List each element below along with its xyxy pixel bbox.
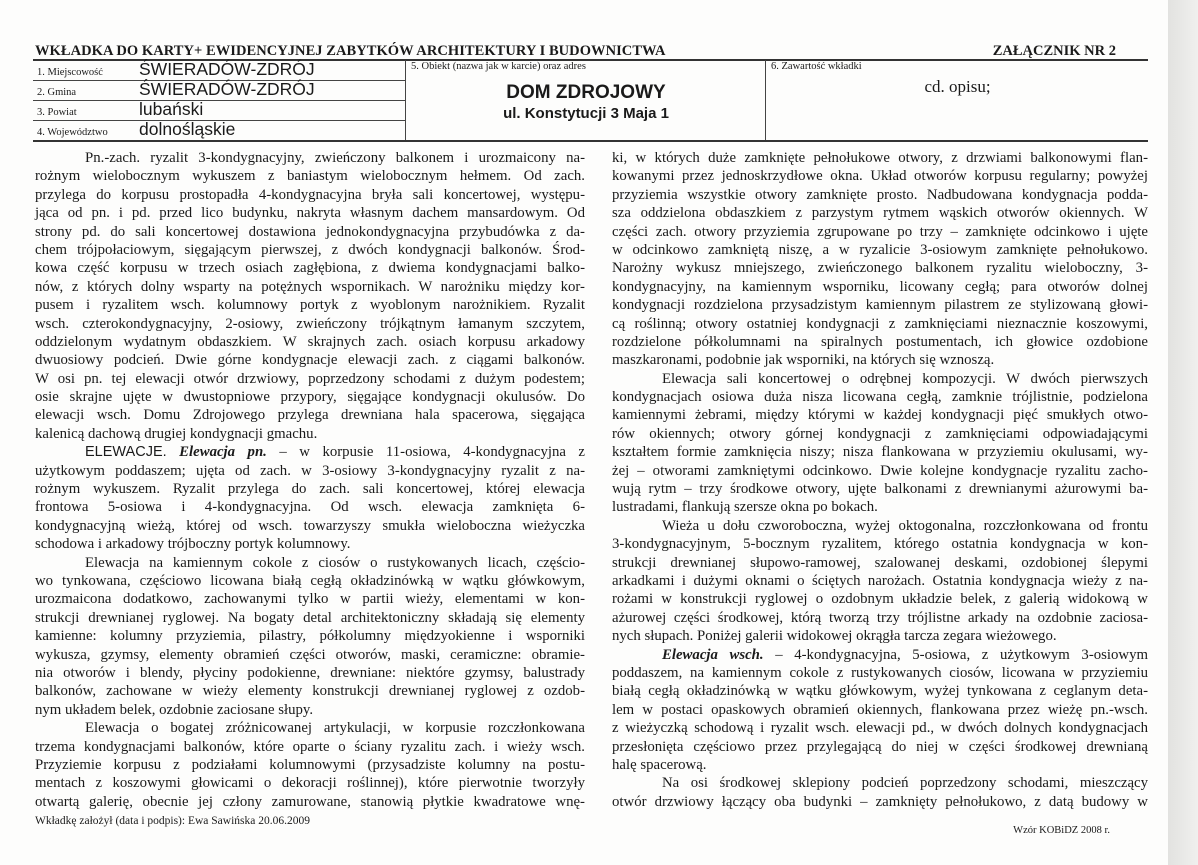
right-text-column (612, 149, 1148, 811)
line-text: Elewacja na kamiennym cokole z ciosów o rustykowanych licach, częścio- (85, 554, 585, 571)
text-line (612, 223, 1148, 241)
line-text: strukcji drewnianej słupowo-ramowej, szalowanej deskami, ozdobionej ślepymi (612, 554, 1148, 571)
line-text: lustradami, flankują szersze okna po bokach. (612, 499, 878, 516)
line-text: balkonów, zachowane w wieży elementy konstrukcji drewnianej ryglowej z ozdob- (35, 683, 585, 700)
paragraph (35, 443, 585, 553)
line-text: arkadkami i dużymi oknami o ściętych narożach. Ostatnia kondygnacja wieży z na- (612, 572, 1148, 589)
text-line (35, 167, 585, 185)
field-label: 3. Powiat (37, 107, 77, 118)
text-line (612, 793, 1148, 811)
line-text: kondygnacyjny, na kamiennym wsporniku, licowany cegłą; para otworów dolnej (612, 278, 1148, 295)
template-version: Wzór KOBiDZ 2008 r. (1013, 825, 1110, 836)
text-line (612, 425, 1148, 443)
line-text: schodowa i arkadowy trójboczny portyk kolumnowy. (35, 536, 351, 553)
contents-label: 6. Zawartość wkładki (771, 61, 862, 72)
line-text: Pn.-zach. ryzalit 3-kondygnacyjny, zwieńczony balkonem i urozmaicony na- (85, 150, 585, 166)
line-text: mentach z koszowymi głowicami o dekoracji roślinnej), które pierwotnie tworzyły (35, 775, 585, 792)
text-line (35, 627, 585, 645)
text-line (35, 756, 585, 774)
paragraph (35, 719, 585, 811)
text-line (35, 241, 585, 259)
line-text: chem trójpołaciowym, sięgającym pierwszej, z dwóch kondygnacji balkonów. Środ- (35, 241, 585, 258)
object-box (405, 60, 766, 140)
text-line (612, 701, 1148, 719)
text-line (35, 333, 585, 351)
text-line (612, 315, 1148, 333)
author-signature-line: Wkładkę założył (data i podpis): Ewa Sawińska 20.06.2009 (35, 815, 310, 827)
text-line (35, 609, 585, 627)
text-line (35, 719, 585, 737)
text-line (612, 627, 1148, 645)
text-line (35, 682, 585, 700)
text-line (612, 498, 1148, 516)
line-text: nia otworów i blendy, płyciny podokienne, drewniane: niektóre gzymsy, balustrady (35, 664, 585, 681)
text-line (35, 535, 585, 553)
scan-edge (1168, 0, 1198, 865)
text-line (612, 590, 1148, 608)
line-text: przylega do korpusu prostopadła 4-kondygnacyjna bryła sali koncertowej, występu- (35, 186, 585, 203)
text-line (612, 241, 1148, 259)
line-text: kondygnacji rozdzielona przysadzistym kamiennym pilastrem ze stylizowaną głowi- (612, 297, 1148, 314)
line-text: 3-kondygnacyjnym, 5-bocznym ryzalitem, którego ostatnia kondygnacja w kon- (612, 536, 1148, 553)
paragraph (612, 517, 1148, 646)
line-text: rów okiennych; otwory górnej kondygnacji z zamknięciami odpowiadającymi (612, 425, 1148, 442)
text-line (35, 462, 585, 480)
field-label: 2. Gmina (37, 87, 77, 98)
text-line (612, 296, 1148, 314)
text-line (35, 370, 585, 388)
line-text: jąca od pn. i pd. przed lico budynku, nakryta własnym dachem mansardowym. Od (35, 205, 585, 222)
text-line (612, 186, 1148, 204)
text-line (35, 315, 585, 333)
paragraph (612, 370, 1148, 517)
line-text: trzema kondygnacjami balkonów, które oparte o ściany ryzalitu zach. i wieży wsch. (35, 738, 585, 755)
text-line (35, 223, 585, 241)
line-text: urozmaicona dodatkowo, zachowanymi tylko w partii wieży, elementami w kon- (35, 591, 585, 608)
text-line (612, 370, 1148, 388)
subsection-heading: Elewacja pn. (179, 444, 267, 461)
text-line (35, 498, 585, 516)
text-line (35, 517, 585, 535)
object-name: DOM ZDROJOWY (506, 82, 666, 103)
line-text: otwór drzwiowy łączący oba budynki – zamknięty pełnołukowo, z datą budowy w (612, 793, 1148, 810)
line-text: lem w postaci opaskowych obramień okiennych, flankowana przez wieżę pn.-wsch. (612, 701, 1148, 718)
text-line (35, 259, 585, 277)
text-line (35, 204, 585, 222)
text-line (35, 388, 585, 406)
line-text: strony pd. do sali koncertowej dostawiona jednokondygnacyjna przybudówka z da- (35, 223, 585, 240)
form-title: WKŁADKA DO KARTY+ EWIDENCYJNEJ ZABYTKÓW ARCHITEKTURY I BUDOWNICTWA (35, 43, 666, 59)
text-line (612, 535, 1148, 553)
line-text: halę spacerową. (612, 756, 707, 773)
field-label: 1. Miejscowość (37, 67, 103, 78)
text-line (35, 774, 585, 792)
paragraph (612, 149, 1148, 370)
text-line (35, 664, 585, 682)
field-value: ŚWIERADÓW-ZDRÓJ (139, 59, 315, 79)
line-text: nów, z których dolny wsparty na potężnych wspornikach. W narożniku między kor- (35, 278, 585, 295)
text-line (35, 443, 585, 461)
text-line (35, 406, 585, 424)
object-address: ul. Konstytucji 3 Maja 1 (503, 105, 669, 122)
text-line (612, 517, 1148, 535)
contents-box (765, 60, 1149, 140)
paragraph (35, 554, 585, 720)
line-text: nych słupach. Poniżej galerii widokowej okrągła tarcza zegara wieżowego. (612, 628, 1057, 645)
subsection-heading: Elewacja wsch. (662, 646, 764, 663)
section-heading: ELEWACJE. (85, 444, 167, 461)
text-line (612, 149, 1148, 167)
text-line (35, 186, 585, 204)
line-text: poddaszem, na kamiennym cokole z rustykowanych ciosów, licowana w przyziemiu (612, 664, 1148, 681)
line-text: Na osi środkowej sklepiony podcień poprzedzony schodami, mieszczący (662, 775, 1148, 792)
line-text: żej – otworami zamkniętymi odcinkowo. Dwie kolejne kondygnacje ryzalitu zacho- (612, 462, 1148, 479)
field-value: lubański (139, 99, 204, 119)
line-text: ażurowej części środkowej, którą tworzą trzy trójlistne arkady na ozdobnie zaciosa- (612, 609, 1148, 626)
line-text: ki, w których duże zamknięte pełnołukowe otwory, z drzwiami balkonowymi flan- (612, 150, 1148, 166)
text-line (35, 572, 585, 590)
text-line (35, 793, 585, 811)
line-text: w odcinkowo zamkniętą niszę, a w ryzalicie 3-osiowym zamknięte pełnołukowo. (612, 241, 1148, 258)
text-line (35, 701, 585, 719)
line-text: części zach. otwory przyziemia zgrupowane po trzy – zamknięte odcinkowo i ujęte (612, 223, 1148, 240)
field-value: ŚWIERADÓW-ZDRÓJ (139, 79, 315, 99)
text-line (35, 149, 585, 167)
line-text: przyziemia wszystkie otwory zamknięte prosto. Nadbudowana kondygnacja podda- (612, 186, 1148, 203)
line-text: maszkaronami, podobnie jak wsporniki, na których się wznoszą. (612, 352, 995, 369)
line-text: rożnym wykuszem. Ryzalit przylega do zach. sali koncertowej, której elewacja (35, 481, 585, 498)
text-line (35, 738, 585, 756)
line-text: elewacji wsch. Domu Zdrojowego przylega drewniana hala spacerowa, sięgająca (35, 407, 585, 424)
field-value: dolnośląskie (139, 119, 236, 139)
text-line (35, 590, 585, 608)
line-text: strukcji drewnianej ryglowej. Na bogaty detal architektoniczny składają się elementy (35, 609, 585, 626)
line-text: frontowa 5-osiowa i 4-kondygnacyjna. Od wsch. elewacja zamknięta 6- (35, 499, 585, 516)
text-line (612, 756, 1148, 774)
line-text: Wieża u dołu czworoboczna, wyżej oktogonalna, rozczłonkowana od frontu (662, 517, 1148, 534)
line-text: – 4-kondygnacyjna, 5-osiowa, z użytkowym 3-osiowym (763, 646, 1149, 663)
text-line (612, 609, 1148, 627)
field-label: 4. Województwo (37, 127, 108, 138)
line-text: dwuosiowy podcień. Dwie górne kondygnacje elewacji zach. z ciągami balkonów. (35, 352, 585, 369)
text-line (612, 167, 1148, 185)
text-line (612, 443, 1148, 461)
text-line (35, 425, 585, 443)
field-voivodeship (33, 121, 405, 140)
line-text: Elewacja sali koncertowej o odrębnej kompozycji. W dwóch pierwszych (662, 370, 1148, 387)
text-line (612, 333, 1148, 351)
line-text: osie skrajne ujęte w dwustopniowe przypory, sięgające kondygnacji okulusów. Do (35, 389, 585, 406)
line-text: kamienne: kolumny przyziemia, pilastry, półkolumny międzyokienne i wsporniki (35, 628, 585, 645)
paragraph (35, 149, 585, 443)
line-text: białą cegłą okładzinówką w wątku główkowym, wyżej tynkowana z ceglanym deta- (612, 683, 1148, 700)
text-line (35, 480, 585, 498)
line-text: Narożny wykusz mniejszego, zwieńczonego balkonem ryzalitu wieloboczny, 3- (612, 260, 1148, 277)
text-line (612, 738, 1148, 756)
text-line (612, 388, 1148, 406)
text-line (612, 572, 1148, 590)
line-text: rożami w konstrukcji ryglowej o ozdobnym układzie belek, z galerią widokową w (612, 591, 1148, 608)
text-line (612, 646, 1148, 664)
line-text: otwartą galerię, obecnie jej człony zamurowane, stanowią płytkie kwadratowe wnę- (35, 793, 585, 810)
paragraph (612, 774, 1148, 811)
line-text: wo tynkowana, częściowo licowana białą cegłą okładzinówką w wątku główkowym, (35, 572, 585, 589)
text-line (35, 296, 585, 314)
line-text: Elewacja o bogatej zróżnicowanej artykulacji, w korpusie rozczłonkowana (85, 720, 585, 737)
line-text: sza oddzielona obdaszkiem z parzystym rytmem wąskich otworów okiennych. W (612, 205, 1148, 222)
line-text: użytkowym poddaszem; ujęta od zach. w 3-osiowy 3-kondygnacyjny ryzalit z na- (35, 462, 585, 479)
text-line (612, 278, 1148, 296)
divider (33, 140, 1148, 142)
line-text: cą roślinną; otwory ostatniej kondygnacji z zamknięciami nieznacznie koszowymi, (612, 315, 1148, 332)
line-text: W osi pn. tej elewacji otwór drzwiowy, poprzedzony schodami z dużym podestem; (35, 370, 585, 387)
text-line (612, 406, 1148, 424)
line-text: kowa część korpusu w trzech osiach zagłębiona, z dwiema kondygnacjami balko- (35, 260, 585, 277)
line-text: kalenicą dachową drugiej kondygnacji gmachu. (35, 425, 318, 442)
text-line (612, 554, 1148, 572)
text-line (35, 554, 585, 572)
paragraph (612, 646, 1148, 775)
text-line (35, 351, 585, 369)
line-text: z wieżyczką schodową i ryzalit wsch. elewacji pd., w dwóch dolnych kondygnacjach (612, 720, 1148, 737)
line-text: Przyziemie korpusu z podziałami kolumnowymi (przysadziste kolumny na postu- (35, 756, 585, 773)
line-text: kształtem formie zamknięcia niszy; nisza flankowana w przyziemiu okulusami, wy- (612, 444, 1148, 461)
line-text: wują rytm – trzy środkowe otwory, ujęte balkonami z drewnianymi ażurowymi ba- (612, 481, 1148, 498)
line-text: kamiennymi żebrami, między którymi w każdej kondygnacji pięć smukłych otwo- (612, 407, 1148, 424)
line-text: kondygnacyjną wieżą, której od wsch. towarzyszy smukła wieloboczna wieżyczka (35, 517, 585, 534)
text-line (612, 204, 1148, 222)
left-text-column (35, 149, 585, 811)
field-commune (33, 81, 405, 101)
text-line (612, 664, 1148, 682)
text-line (612, 351, 1148, 369)
line-text: przesłonięta częściowo przez przylegającą do niej w części środkowej drewnianą (612, 738, 1148, 755)
line-text: pusem i ryzalitem wsch. kolumnowy portyk z wyoblonym narożnikiem. Ryzalit (35, 297, 585, 314)
field-locality (33, 61, 405, 81)
text-line (612, 480, 1148, 498)
line-text: kondygnacjach osiowa duża nisza licowana cegłą, zamknie trójlistnie, podzielona (612, 389, 1148, 406)
line-text: oddzielonym wydatnym obdaszkiem. W skrajnych zach. osiach korpusu arkadowy (35, 333, 585, 350)
line-text: nym układem belek, ozdobnie zaciosane słupy. (35, 701, 314, 718)
object-label: 5. Obiekt (nazwa jak w karcie) oraz adres (411, 61, 586, 72)
text-line (612, 259, 1148, 277)
line-text: rozdzielone półkolumnami na spiralnych postumentach, ich głowice ozdobione (612, 333, 1148, 350)
line-text: wykusza, gzymsy, elementy obramień części otworów, maski, ceramiczne: obramie- (35, 646, 585, 663)
text-line (612, 774, 1148, 792)
line-text: rożnym wielobocznym wykuszem z baniastym wielobocznym hełmem. Od zach. (35, 168, 585, 185)
annex-number: ZAŁĄCZNIK NR 2 (992, 43, 1116, 59)
line-text: – w korpusie 11-osiowa, 4-kondygnacyjna z (266, 444, 585, 461)
line-text: wsch. czterokondygnacyjny, 2-osiowy, zwieńczony trójkątnym łamanym szczytem, (35, 315, 585, 332)
field-county (33, 101, 405, 121)
line-text: kowanymi przez jednoskrzydłowe okna. Układ otworów korpusu regularny; powyżej (612, 168, 1148, 185)
text-line (612, 462, 1148, 480)
contents-value: cd. opisu; (924, 77, 991, 96)
text-line (35, 278, 585, 296)
text-line (35, 646, 585, 664)
text-line (612, 719, 1148, 737)
text-line (612, 682, 1148, 700)
